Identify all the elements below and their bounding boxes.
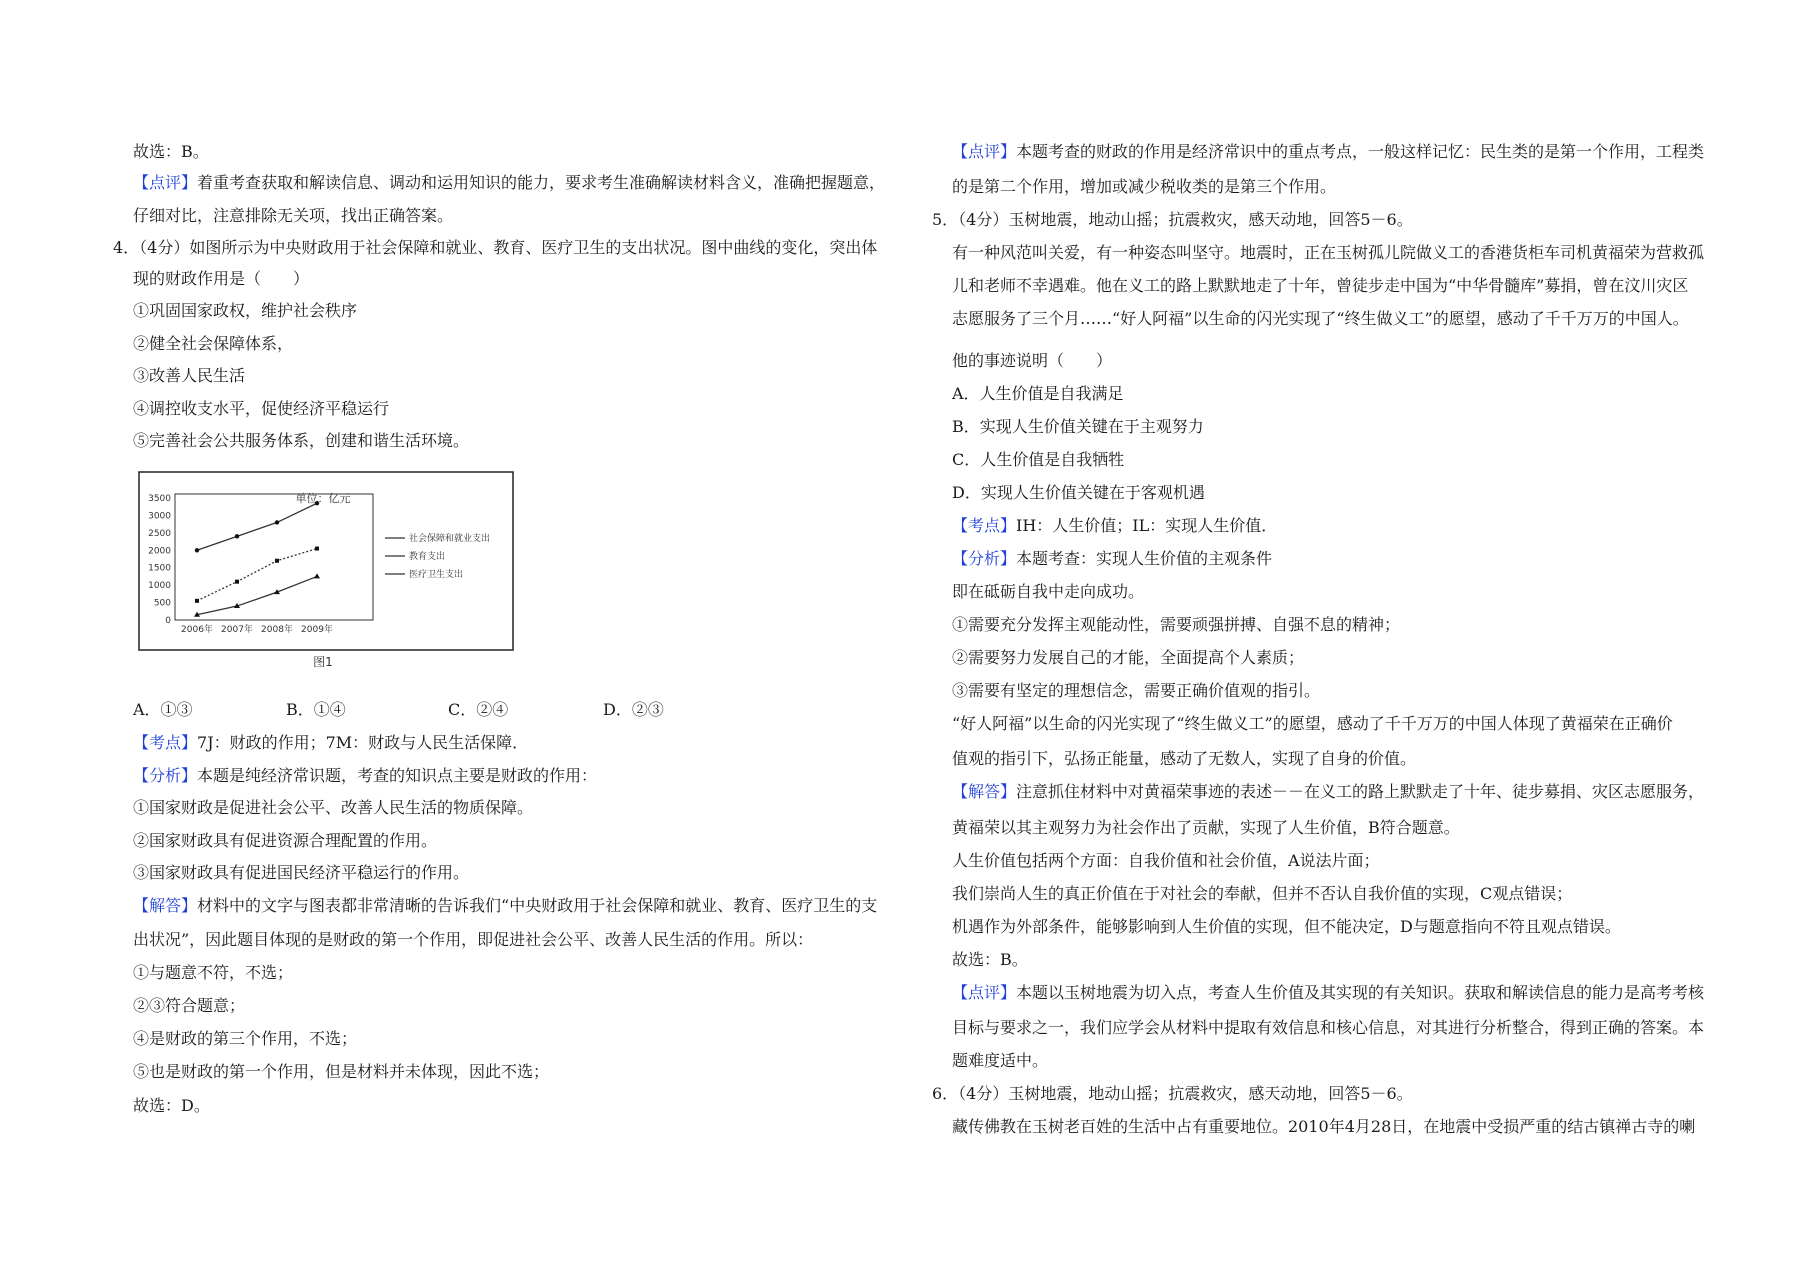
q5-comment-line-2: 目标与要求之一，我们应学会从材料中提取有效信息和核心信息，对其进行分析整合，得到正确的答案。本 [952, 1018, 1705, 1037]
q4-stem-line-1: 4．（4分）如图所示为中央财政用于社会保障和就业、教育、医疗卫生的支出状况。图中曲线的变化，突出体 [113, 238, 878, 257]
fenxi-tag: 【分析】 [133, 766, 198, 785]
q5-option-a[interactable]: A．人生价值是自我满足 [952, 384, 1124, 403]
q5-jieda-text-1: 注意抓住材料中对黄福荣事迹的表述－－在义工的路上默默走了十年、徒步募捐、灾区志愿服务， [1016, 782, 1705, 801]
q4-option-b[interactable]: B．①④ [286, 700, 346, 719]
series-1-point [275, 520, 279, 524]
q5-comment-line-3: 题难度适中。 [952, 1051, 1049, 1070]
q4-fenxi [133, 766, 597, 786]
q5-jieda-line-4: 我们崇尚人生的真正价值在于对社会的奉献，但并不否认自我价值的实现，C观点错误； [952, 884, 1573, 903]
chart-legend [385, 532, 490, 580]
q6-material-1: 藏传佛教在玉树老百姓的生活中占有重要地位。2010年4月28日，在地震中受损严重的结古镇禅古寺的喇 [952, 1117, 1696, 1136]
q5-material-3: 志愿服务了三个月……“好人阿福”以生命的闪光实现了“终生做义工”的愿望，感动了千千万万的中国人。 [952, 309, 1689, 328]
kaodian-tag: 【考点】 [952, 516, 1017, 535]
q5-option-b[interactable]: B．实现人生价值关键在于主观努力 [952, 417, 1204, 436]
y-tick-label: 0 [165, 616, 171, 626]
q5-question: 他的事迹说明（ ） [952, 351, 1113, 370]
q5-fenxi-item-3: ③需要有坚定的理想信念，需要正确价值观的指引。 [952, 681, 1321, 700]
q3-comment-line-1 [133, 173, 885, 193]
comment-tag: 【点评】 [952, 142, 1017, 161]
series-line-3 [197, 576, 317, 614]
q5-option-c[interactable]: C．人生价值是自我牺牲 [952, 450, 1125, 469]
q4-jieda-line-1 [133, 896, 877, 916]
q4-fenxi-text: 本题是纯经济常识题，考查的知识点主要是财政的作用： [197, 766, 598, 785]
line-chart [133, 470, 523, 670]
q6-stem: 6．（4分）玉树地震，地动山摇；抗震救灾，感天动地，回答5－6。 [932, 1084, 1413, 1103]
q3-comment-text-1: 着重考查获取和解读信息、调动和运用知识的能力，要求考生准确解读材料含义，准确把握题意， [197, 173, 886, 192]
q5-fenxi-line-2: 即在砥砺自我中走向成功。 [952, 582, 1145, 601]
legend-label-3: 医疗卫生支出 [409, 570, 464, 580]
q4-comment-text-1: 本题考查的财政的作用是经济常识中的重点考点，一般这样记忆：民生类的是第一个作用，工程类 [1016, 142, 1705, 161]
series-3-point [314, 573, 320, 578]
q4-kaodian-text: 7J：财政的作用；7M：财政与人民生活保障． [197, 733, 529, 752]
legend-label-1: 社会保障和就业支出 [409, 534, 491, 544]
q5-fenxi-item-2: ②需要努力发展自己的才能，全面提高个人素质； [952, 648, 1305, 667]
y-tick-label: 2000 [148, 546, 171, 557]
q5-stem: 5．（4分）玉树地震，地动山摇；抗震救灾，感天动地，回答5－6。 [932, 210, 1413, 229]
series-1-point [235, 534, 239, 538]
q5-fenxi-line-4: 值观的指引下，弘扬正能量，感动了无数人，实现了自身的价值。 [952, 749, 1417, 768]
comment-tag: 【点评】 [133, 173, 198, 192]
series-line-2 [197, 549, 317, 601]
x-tick-label: 2008年 [261, 625, 293, 635]
q4-item-4: ④调控收支水平，促使经济平稳运行 [133, 399, 390, 418]
q5-jieda-line-1 [952, 782, 1704, 802]
q4-fenxi-item-2: ②国家财政具有促进资源合理配置的作用。 [133, 831, 438, 850]
q4-jieda-item-3: ④是财政的第三个作用，不选； [133, 1029, 358, 1048]
y-tick-label: 3500 [148, 494, 171, 504]
q5-kaodian-text: IH：人生价值；IL：实现人生价值． [1016, 516, 1278, 535]
q5-comment-text-1: 本题以玉树地震为切入点，考查人生价值及其实现的有关知识。获取和解读信息的能力是高考考核 [1016, 983, 1705, 1002]
q4-kaodian [133, 733, 528, 753]
q5-material-1: 有一种风范叫关爱，有一种姿态叫坚守。地震时，正在玉树孤儿院做义工的香港货柜车司机黄福荣为营救孤 [952, 243, 1705, 262]
q4-item-5: ⑤完善社会公共服务体系，创建和谐生活环境。 [133, 431, 470, 450]
q4-item-2: ②健全社会保障体系， [133, 334, 294, 353]
q5-jieda-line-3: 人生价值包括两个方面：自我价值和社会价值，A说法片面； [952, 851, 1380, 870]
q5-comment-line-1 [952, 983, 1704, 1003]
q3-comment-line-2: 仔细对比，注意排除无关项，找出正确答案。 [133, 206, 454, 225]
q5-option-d[interactable]: D．实现人生价值关键在于客观机遇 [952, 483, 1205, 502]
y-tick-label: 1000 [148, 581, 171, 592]
chart-plot [194, 501, 320, 617]
plot-frame [175, 494, 373, 620]
chart-title: 单位：亿元 [295, 492, 351, 505]
series-2-point [275, 559, 279, 563]
series-2-point [195, 599, 199, 603]
q4-jieda-item-1: ①与题意不符，不选； [133, 963, 294, 982]
y-tick-label: 3000 [148, 511, 171, 522]
q4-comment-line-1 [952, 142, 1704, 162]
x-tick-label: 2009年 [301, 625, 333, 635]
q4-jieda-line-2: 出状况”，因此题目体现的是财政的第一个作用，即促进社会公平、改善人民生活的作用。所以： [133, 930, 814, 949]
q4-option-c[interactable]: C．②④ [448, 700, 509, 719]
q5-fenxi-text: 本题考查：实现人生价值的主观条件 [1016, 549, 1273, 568]
fenxi-tag: 【分析】 [952, 549, 1017, 568]
q4-option-d[interactable]: D．②③ [603, 700, 664, 719]
q5-fenxi [952, 549, 1272, 569]
q4-stem-line-2: 现的财政作用是（ ） [133, 269, 310, 288]
comment-tag: 【点评】 [952, 983, 1017, 1002]
q5-fenxi-item-1: ①需要充分发挥主观能动性，需要顽强拼搏、自强不息的精神； [952, 615, 1401, 634]
q5-jieda-line-5: 机遇作为外部条件，能够影响到人生价值的实现，但不能决定，D与题意指向不符且观点错误。 [952, 917, 1621, 936]
y-tick-label: 1500 [148, 563, 171, 574]
series-2-point [235, 580, 239, 584]
series-2-point [315, 547, 319, 551]
chart-axes [148, 494, 373, 635]
q5-kaodian [952, 516, 1277, 536]
chart-caption: 图1 [313, 655, 333, 669]
q4-fenxi-item-1: ①国家财政是促进社会公平、改善人民生活的物质保障。 [133, 798, 534, 817]
q4-item-1: ①巩固国家政权，维护社会秩序 [133, 301, 358, 320]
x-tick-label: 2006年 [181, 625, 213, 635]
q4-jieda-text-1: 材料中的文字与图表都非常清晰的告诉我们“中央财政用于社会保障和就业、教育、医疗卫生的支 [197, 896, 878, 915]
y-tick-label: 2500 [148, 528, 171, 539]
q4-option-a[interactable]: A．①③ [133, 700, 193, 719]
jieda-tag: 【解答】 [133, 896, 198, 915]
q5-fenxi-line-3: “好人阿福”以生命的闪光实现了“终生做义工”的愿望，感动了千千万万的中国人体现了黄福荣在正确价 [952, 714, 1673, 733]
q4-fenxi-item-3: ③国家财政具有促进国民经济平稳运行的作用。 [133, 863, 470, 882]
jieda-tag: 【解答】 [952, 782, 1017, 801]
y-tick-label: 500 [153, 598, 171, 609]
series-line-1 [197, 503, 317, 550]
q3-answer: 故选：B。 [133, 142, 209, 161]
q4-chart-figure [133, 470, 523, 674]
legend-label-2: 教育支出 [409, 552, 446, 562]
q5-material-2: 儿和老师不幸遇难。他在义工的路上默默地走了十年，曾徒步走中国为“中华骨髓库”募捐，曾在汶川灾区 [952, 276, 1689, 295]
q4-jieda-item-2: ②③符合题意； [133, 996, 246, 1015]
series-1-point [195, 548, 199, 552]
x-tick-label: 2007年 [221, 625, 253, 635]
q4-item-3: ③改善人民生活 [133, 366, 246, 385]
q4-comment-line-2: 的是第二个作用，增加或减少税收类的是第三个作用。 [952, 177, 1337, 196]
q4-options [133, 700, 833, 722]
kaodian-tag: 【考点】 [133, 733, 198, 752]
q5-jieda-line-2: 黄福荣以其主观努力为社会作出了贡献，实现了人生价值，B符合题意。 [952, 818, 1460, 837]
q4-answer: 故选：D。 [133, 1096, 210, 1115]
q5-answer: 故选：B。 [952, 950, 1028, 969]
q4-jieda-item-4: ⑤也是财政的第一个作用，但是材料并未体现，因此不选； [133, 1062, 550, 1081]
